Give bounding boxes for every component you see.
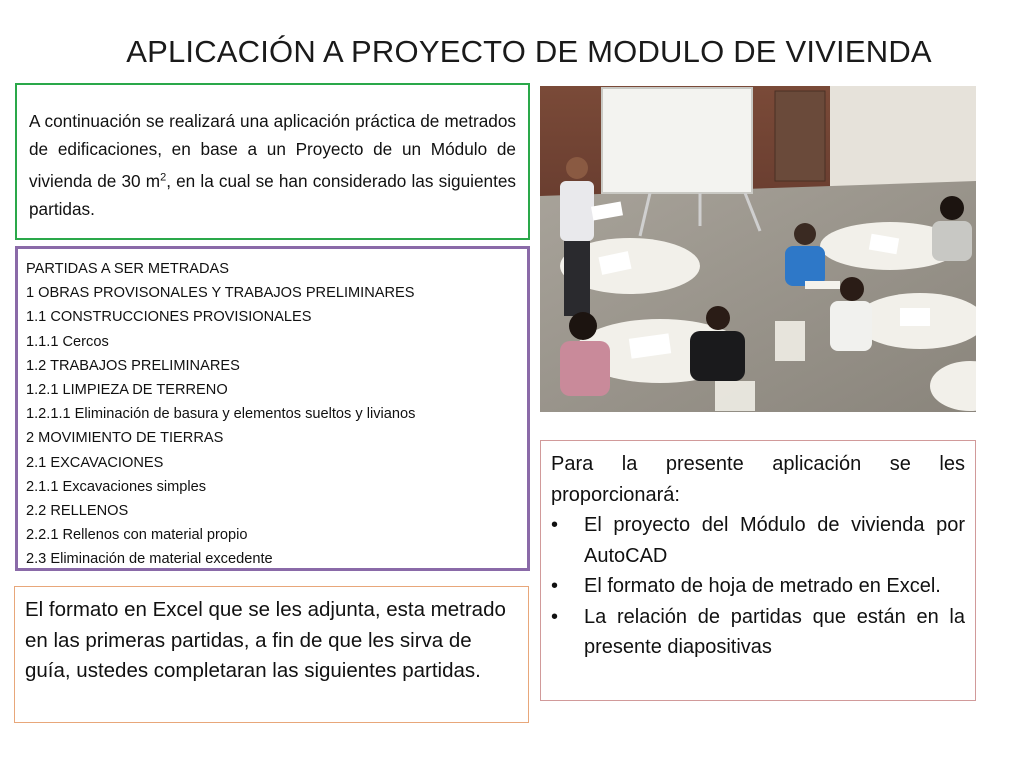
provide-list xyxy=(551,510,965,663)
classroom-photo-drawing xyxy=(540,86,976,412)
partidas-box xyxy=(15,246,530,571)
partidas-line: 2.2 RELLENOS xyxy=(26,503,129,520)
partidas-line: 1.1.1 Cercos xyxy=(26,333,109,350)
intro-text: A continuación se realizará una aplicación práctica de metrados de edificaciones, en base a un Proyecto de un Módulo de vivienda de 30 $m^2$, en la cual se han considerado las siguientes partidas. xyxy=(29,111,516,219)
provide-bullet: • El proyecto del Módulo de vivienda por AutoCAD xyxy=(551,510,965,571)
partidas-line: 1 OBRAS PROVISONALES Y TRABAJOS PRELIMINARES xyxy=(26,285,415,302)
partidas-line: 2 MOVIMIENTO DE TIERRAS xyxy=(26,430,224,447)
partidas-line: PARTIDAS A SER METRADAS xyxy=(26,261,230,277)
partidas-line: 1.1 CONSTRUCCIONES PROVISIONALES xyxy=(26,309,312,326)
provide-box xyxy=(540,440,976,701)
excel-note-text: El formato en Excel que se les adjunta, esta metrado en las primeras partidas, a fin de que les sirva de guía, ustedes completaran las siguientes partidas. xyxy=(25,598,506,682)
partidas-line: 2.2.1 Rellenos con material propio xyxy=(26,527,248,544)
slide-title: APLICACIÓN A PROYECTO DE MODULO DE VIVIENDA xyxy=(126,34,932,69)
provide-lead: Para la presente aplicación se les proporcionará: xyxy=(551,453,965,506)
intro-box xyxy=(15,83,530,240)
partidas-line: 1.2.1 LIMPIEZA DE TERRENO xyxy=(26,382,228,399)
excel-note-box xyxy=(14,586,529,723)
partidas-line: 2.1 EXCAVACIONES xyxy=(26,454,164,471)
partidas-line: 1.2 TRABAJOS PRELIMINARES xyxy=(26,357,240,374)
provide-bullet: • La relación de partidas que están en la presente diapositivas xyxy=(551,602,965,663)
partidas-line: 2.3 Eliminación de material excedente xyxy=(26,551,273,568)
partidas-line: 1.2.1.1 Eliminación de basura y elementos sueltos y livianos xyxy=(26,406,416,423)
classroom-photo xyxy=(540,86,976,412)
partidas-line: 2.1.1 Excavaciones simples xyxy=(26,478,207,495)
provide-bullet: • El formato de hoja de metrado en Excel. xyxy=(551,571,965,602)
superscript: 2 xyxy=(160,171,167,183)
